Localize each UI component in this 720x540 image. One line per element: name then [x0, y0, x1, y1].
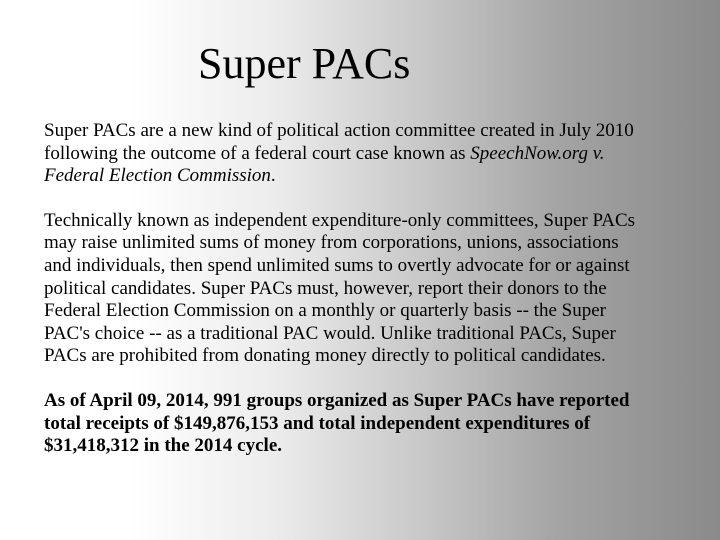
slide-title: Super PACs — [198, 39, 411, 88]
case-name-italic-part-1: SpeechNow.org v. — [470, 142, 605, 164]
paragraph-statistics — [44, 390, 694, 458]
definition-line: PACs are prohibited from donating money directly to political candidates. — [44, 345, 606, 367]
intro-line-3-period: . — [270, 165, 276, 187]
statistics-line: $31,418,312 in the 2014 cycle. — [44, 435, 283, 457]
definition-line: and individuals, then spend unlimited sums to overtly advocate for or against — [44, 254, 630, 276]
case-name-italic-part-2: Federal Election Commission — [44, 165, 271, 187]
definition-line: Federal Election Commission on a monthly or quarterly basis -- the Super — [44, 300, 606, 322]
paragraph-definition — [44, 210, 694, 368]
paragraph-intro-line-2 — [44, 143, 694, 166]
paragraph-intro — [44, 120, 694, 188]
paragraph-intro-line-3 — [44, 165, 694, 188]
definition-line: may raise unlimited sums of money from corporations, unions, associations — [44, 232, 619, 254]
slide-body — [44, 120, 694, 458]
intro-line-2-text: following the outcome of a federal court case known as — [44, 142, 471, 164]
definition-line: PAC's choice -- as a traditional PAC would. Unlike traditional PACs, Super — [44, 322, 616, 344]
statistics-line: As of April 09, 2014, 991 groups organized as Super PACs have reported — [44, 389, 630, 411]
definition-line: political candidates. Super PACs must, however, report their donors to the — [44, 277, 607, 299]
definition-line: Technically known as independent expenditure-only committees, Super PACs — [44, 209, 636, 231]
paragraph-intro-line-1: Super PACs are a new kind of political action committee created in July 2010 — [44, 120, 634, 141]
statistics-line: total receipts of $149,876,153 and total independent expenditures of — [44, 412, 591, 434]
